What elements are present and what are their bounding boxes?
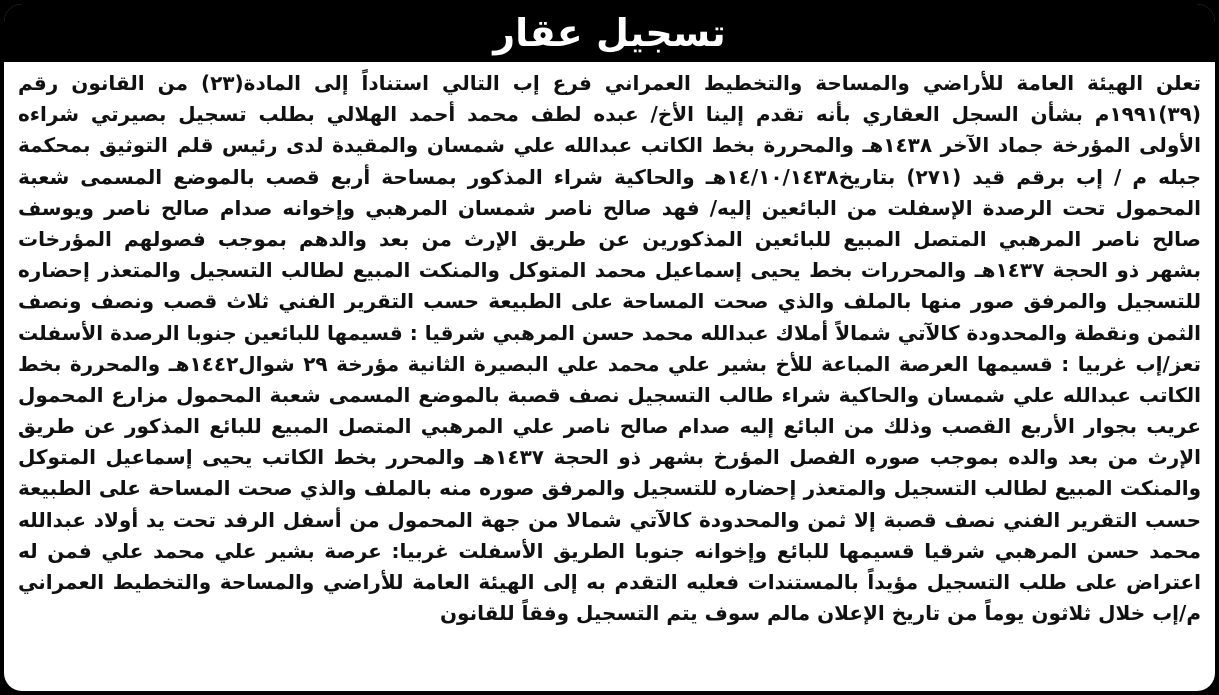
notice-line: الكاتب عبدالله علي شمسان والحاكية شراء طالب التسجيل نصف قصبة بالموضع المسمى شعبة المحمول مزارع المحمول (18, 382, 1201, 407)
notice-line: الثمن ونقطة والمحدودة كالآتي شمالاً أملاك عبدالله محمد حسن المرهبي شرقيا : قسيمها للبائعين جنوبا الرصدة الأسفلت (18, 320, 1201, 345)
notice-line: والمنكت المبيع لطالب التسجيل والمتعذر إحضاره للتسجيل والمرفق صوره منه بالملف والذي صحت المساحة على الطبيعة (18, 476, 1201, 501)
notice-body (18, 68, 1201, 629)
title-bar (4, 4, 1215, 62)
notice-title: تسجيل عقار (493, 11, 726, 55)
notice-line: (٣٩)١٩٩١م بشأن السجل العقاري بأنه تقدم إلينا الأخ/ عبده لطف محمد أحمد الهلالي بطلب تسجيل بصيرتي شراءه (18, 102, 1201, 127)
notice-line: بشهر ذو الحجة ١٤٣٧هـ والمحررات بخط يحيى إسماعيل محمد المتوكل والمنكت المبيع لطالب التسجيل والمتعذر إحضاره (18, 258, 1201, 283)
notice-line: الأولى المؤرخة جماد الآخر ١٤٣٨هـ والمحررة بخط الكاتب عبدالله علي شمسان والمقيدة لدى رئيس قلم التوثيق بمحكمة (18, 133, 1201, 158)
notice-line: المحمول تحت الرصدة الإسفلت من البائعين إليه/ فهد صالح ناصر شمسان المرهبي وإخوانه صدام صالح ناصر ويوسف (18, 195, 1201, 220)
notice-line: تعلن الهيئة العامة للأراضي والمساحة والتخطيط العمراني فرع إب التالي استناداً إلى المادة(٢٣) من القانون رقم (18, 71, 1201, 95)
notice-line: محمد حسن المرهبي شرقيا قسيمها للبائع وإخوانه جنوبا الطريق الأسفلت غربيا: عرصة بشير علي محمد علي فمن له (18, 538, 1201, 563)
notice-line: حسب التقرير الفني نصف قصبة إلا ثمن والمحدودة كالآتي شمالا من جهة المحمول من أسفل الرفد تحت يد أولاد عبدالله (18, 507, 1201, 532)
notice-line: اعتراض على طلب التسجيل مؤيداً بالمستندات فعليه التقدم به إلى الهيئة العامة للأراضي والمساحة والتخطيط العمراني (18, 570, 1201, 594)
notice-line: عريب بجوار الأربع القصب وذلك من البائع إليه صدام صالح ناصر علي المرهبي المتصل المبيع للبائع المذكور عن طريق (18, 414, 1201, 439)
property-registration-notice (4, 4, 1215, 691)
notice-line-last: م/إب خلال ثلاثون يوماً من تاريخ الإعلان مالم سوف يتم التسجيل وفقاً للقانون (439, 601, 1201, 626)
notice-line: جبله م / إب برقم قيد (٢٧١) بتاريخ١٤/١٠/١٤٣٨هـ والحاكية شراء المذكور بمساحة أربع قصب بالموضع المسمى شعبة (18, 164, 1201, 189)
notice-line: للتسجيل والمرفق صور منها بالملف والذي صحت المساحة على الطبيعة حسب التقرير الفني ثلاث قصب ونصف ونصف (18, 289, 1201, 314)
notice-line: تعز/إب غربيا : قسيمها العرصة المباعة للأخ بشير علي محمد علي البصيرة الثانية مؤرخة ٢٩ شوال١٤٤٢هـ والمحررة بخط (18, 351, 1201, 376)
notice-line: صالح ناصر المرهبي المتصل المبيع للبائعين المذكورين عن طريق الإرث من بعد والدهم بموجب فصولهم المؤرخات (18, 226, 1201, 251)
notice-line: الإرث من بعد والده بموجب صوره الفصل المؤرخ بشهر ذو الحجة ١٤٣٧هـ والمحرر بخط الكاتب يحيى إسماعيل المتوكل (18, 445, 1201, 470)
